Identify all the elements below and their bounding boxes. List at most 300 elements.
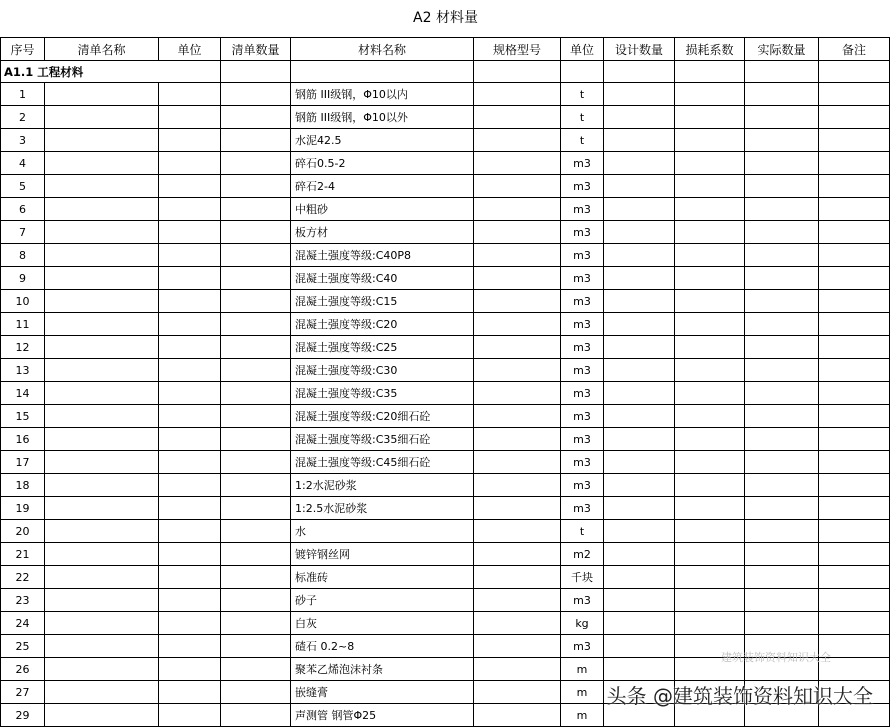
table-cell <box>675 313 745 336</box>
table-cell <box>159 152 221 175</box>
table-cell <box>45 543 159 566</box>
table-cell <box>675 566 745 589</box>
material-unit: m3 <box>561 336 604 359</box>
table-cell <box>604 635 675 658</box>
table-cell <box>604 244 675 267</box>
material-name: 混凝土强度等级:C35 <box>291 382 474 405</box>
table-cell <box>159 405 221 428</box>
row-number: 14 <box>1 382 45 405</box>
table-cell <box>675 83 745 106</box>
table-cell <box>159 359 221 382</box>
material-table <box>0 37 890 727</box>
table-cell <box>675 359 745 382</box>
table-row <box>1 405 890 428</box>
sheet-title: A2 材料量 <box>413 10 478 26</box>
material-name: 混凝土强度等级:C25 <box>291 336 474 359</box>
table-cell <box>221 520 291 543</box>
table-cell <box>45 704 159 727</box>
table-cell <box>819 497 890 520</box>
table-cell <box>675 543 745 566</box>
table-cell <box>291 61 474 83</box>
table-cell <box>819 267 890 290</box>
table-cell <box>745 543 819 566</box>
material-unit: m3 <box>561 635 604 658</box>
material-unit: t <box>561 129 604 152</box>
row-number: 12 <box>1 336 45 359</box>
table-cell <box>221 359 291 382</box>
row-number: 19 <box>1 497 45 520</box>
watermark-faint: 建筑装饰资料知识大全 <box>721 651 831 664</box>
material-name: 混凝土强度等级:C45细石砼 <box>291 451 474 474</box>
table-cell <box>819 336 890 359</box>
table-cell <box>45 83 159 106</box>
table-row <box>1 382 890 405</box>
table-cell <box>221 290 291 313</box>
table-cell <box>221 198 291 221</box>
row-number: 18 <box>1 474 45 497</box>
row-number: 4 <box>1 152 45 175</box>
material-unit: m3 <box>561 198 604 221</box>
table-cell <box>474 635 561 658</box>
material-unit: m3 <box>561 428 604 451</box>
table-cell <box>604 336 675 359</box>
table-cell <box>745 428 819 451</box>
table-cell <box>604 589 675 612</box>
table-cell <box>675 106 745 129</box>
material-name: 钢筋 III级钢，Φ10以外 <box>291 106 474 129</box>
table-cell <box>474 198 561 221</box>
row-number: 26 <box>1 658 45 681</box>
table-cell <box>745 382 819 405</box>
material-unit: t <box>561 83 604 106</box>
table-cell <box>159 129 221 152</box>
table-cell <box>45 198 159 221</box>
table-cell <box>604 658 675 681</box>
row-number: 15 <box>1 405 45 428</box>
table-cell <box>819 61 890 83</box>
table-cell <box>221 129 291 152</box>
table-cell <box>474 61 561 83</box>
watermark: 头条 @建筑装饰资料知识大全 <box>606 684 873 708</box>
table-cell <box>819 474 890 497</box>
row-number: 9 <box>1 267 45 290</box>
table-cell <box>745 267 819 290</box>
table-cell <box>745 198 819 221</box>
header-design-qty: 设计数量 <box>604 38 675 61</box>
material-unit: 千块 <box>561 566 604 589</box>
table-cell <box>159 589 221 612</box>
table-cell <box>45 267 159 290</box>
table-cell <box>159 520 221 543</box>
material-name: 混凝土强度等级:C35细石砼 <box>291 428 474 451</box>
table-cell <box>819 359 890 382</box>
header-remark: 备注 <box>819 38 890 61</box>
material-name: 聚苯乙烯泡沫衬条 <box>291 658 474 681</box>
row-number: 21 <box>1 543 45 566</box>
table-cell <box>159 704 221 727</box>
table-cell <box>45 290 159 313</box>
table-cell <box>561 61 604 83</box>
table-cell <box>745 61 819 83</box>
table-cell <box>604 428 675 451</box>
table-cell <box>604 106 675 129</box>
material-unit: m3 <box>561 244 604 267</box>
row-number: 2 <box>1 106 45 129</box>
table-cell <box>221 704 291 727</box>
table-cell <box>221 152 291 175</box>
table-cell <box>675 175 745 198</box>
table-cell <box>221 658 291 681</box>
table-cell <box>604 290 675 313</box>
table-cell <box>675 497 745 520</box>
table-cell <box>675 520 745 543</box>
table-cell <box>474 106 561 129</box>
table-cell <box>45 520 159 543</box>
material-unit: m3 <box>561 290 604 313</box>
table-row <box>1 520 890 543</box>
table-cell <box>745 83 819 106</box>
table-cell <box>45 681 159 704</box>
material-unit: m3 <box>561 474 604 497</box>
table-cell <box>604 382 675 405</box>
table-cell <box>159 290 221 313</box>
material-name: 嵌缝膏 <box>291 681 474 704</box>
table-cell <box>45 175 159 198</box>
material-name: 1:2.5水泥砂浆 <box>291 497 474 520</box>
table-cell <box>745 405 819 428</box>
header-actual-qty: 实际数量 <box>745 38 819 61</box>
table-cell <box>604 267 675 290</box>
table-cell <box>45 313 159 336</box>
table-cell <box>221 566 291 589</box>
table-cell <box>819 83 890 106</box>
material-name: 砂子 <box>291 589 474 612</box>
table-cell <box>474 267 561 290</box>
material-unit: m <box>561 658 604 681</box>
table-cell <box>474 612 561 635</box>
table-row <box>1 175 890 198</box>
row-number: 5 <box>1 175 45 198</box>
table-cell <box>45 635 159 658</box>
table-cell <box>604 451 675 474</box>
table-cell <box>745 497 819 520</box>
material-name: 混凝土强度等级:C20 <box>291 313 474 336</box>
material-name: 碎石0.5-2 <box>291 152 474 175</box>
row-number: 7 <box>1 221 45 244</box>
table-cell <box>745 106 819 129</box>
table-cell <box>159 198 221 221</box>
table-cell <box>819 520 890 543</box>
table-cell <box>819 152 890 175</box>
table-cell <box>819 382 890 405</box>
table-cell <box>675 474 745 497</box>
material-unit: m3 <box>561 497 604 520</box>
material-unit: m3 <box>561 221 604 244</box>
material-name: 混凝土强度等级:C15 <box>291 290 474 313</box>
table-row <box>1 543 890 566</box>
table-cell <box>675 244 745 267</box>
table-cell <box>604 83 675 106</box>
material-unit: m3 <box>561 313 604 336</box>
table-cell <box>604 497 675 520</box>
table-cell <box>474 497 561 520</box>
table-cell <box>675 198 745 221</box>
table-cell <box>745 244 819 267</box>
table-cell <box>45 474 159 497</box>
row-number: 6 <box>1 198 45 221</box>
table-cell <box>221 106 291 129</box>
table-cell <box>819 313 890 336</box>
header-seq: 序号 <box>1 38 45 61</box>
table-cell <box>745 612 819 635</box>
row-number: 11 <box>1 313 45 336</box>
table-row <box>1 359 890 382</box>
table-cell <box>474 382 561 405</box>
table-cell <box>819 175 890 198</box>
table-cell <box>45 382 159 405</box>
table-cell <box>159 612 221 635</box>
table-cell <box>675 612 745 635</box>
table-cell <box>675 290 745 313</box>
table-cell <box>221 612 291 635</box>
table-cell <box>474 520 561 543</box>
table-cell <box>745 336 819 359</box>
table-cell <box>474 359 561 382</box>
material-unit: m <box>561 681 604 704</box>
table-cell <box>474 313 561 336</box>
table-cell <box>675 221 745 244</box>
row-number: 20 <box>1 520 45 543</box>
table-cell <box>745 451 819 474</box>
table-row <box>1 106 890 129</box>
row-number: 10 <box>1 290 45 313</box>
header-material-name: 材料名称 <box>291 38 474 61</box>
table-cell <box>604 612 675 635</box>
table-cell <box>474 474 561 497</box>
material-unit: m3 <box>561 405 604 428</box>
section-row <box>1 61 890 83</box>
table-cell <box>221 497 291 520</box>
material-name: 水泥42.5 <box>291 129 474 152</box>
table-cell <box>819 589 890 612</box>
material-name: 碎石2-4 <box>291 175 474 198</box>
table-cell <box>474 566 561 589</box>
table-cell <box>474 244 561 267</box>
table-cell <box>221 451 291 474</box>
material-unit: m <box>561 704 604 727</box>
table-cell <box>221 83 291 106</box>
table-cell <box>159 106 221 129</box>
material-name: 板方材 <box>291 221 474 244</box>
table-cell <box>45 106 159 129</box>
table-cell <box>745 290 819 313</box>
table-cell <box>604 221 675 244</box>
table-row <box>1 313 890 336</box>
table-row <box>1 474 890 497</box>
row-number: 29 <box>1 704 45 727</box>
table-row <box>1 451 890 474</box>
table-cell <box>474 405 561 428</box>
table-cell <box>221 428 291 451</box>
table-cell <box>221 589 291 612</box>
table-cell <box>675 589 745 612</box>
table-cell <box>604 566 675 589</box>
row-number: 3 <box>1 129 45 152</box>
table-row <box>1 221 890 244</box>
table-cell <box>221 61 291 83</box>
table-cell <box>745 359 819 382</box>
table-cell <box>474 589 561 612</box>
material-name: 水 <box>291 520 474 543</box>
table-cell <box>745 474 819 497</box>
table-cell <box>45 336 159 359</box>
material-unit: t <box>561 520 604 543</box>
table-cell <box>474 129 561 152</box>
table-cell <box>221 221 291 244</box>
table-cell <box>474 290 561 313</box>
table-cell <box>474 83 561 106</box>
table-cell <box>221 313 291 336</box>
table-cell <box>45 428 159 451</box>
table-cell <box>159 83 221 106</box>
table-cell <box>159 175 221 198</box>
table-cell <box>604 129 675 152</box>
table-cell <box>819 428 890 451</box>
table-cell <box>675 129 745 152</box>
material-name: 混凝土强度等级:C40P8 <box>291 244 474 267</box>
table-cell <box>159 221 221 244</box>
table-cell <box>675 382 745 405</box>
table-cell <box>745 129 819 152</box>
material-name: 标准砖 <box>291 566 474 589</box>
material-unit: m3 <box>561 267 604 290</box>
material-name: 1:2水泥砂浆 <box>291 474 474 497</box>
material-unit: m3 <box>561 152 604 175</box>
header-unit: 单位 <box>561 38 604 61</box>
row-number: 24 <box>1 612 45 635</box>
material-name: 镀锌钢丝网 <box>291 543 474 566</box>
table-cell <box>474 704 561 727</box>
table-cell <box>675 152 745 175</box>
header-list-name: 清单名称 <box>45 38 159 61</box>
table-cell <box>675 336 745 359</box>
table-cell <box>221 543 291 566</box>
table-cell <box>45 152 159 175</box>
row-number: 27 <box>1 681 45 704</box>
table-cell <box>474 428 561 451</box>
table-cell <box>745 520 819 543</box>
table-cell <box>45 359 159 382</box>
table-cell <box>604 198 675 221</box>
table-cell <box>474 681 561 704</box>
row-number: 16 <box>1 428 45 451</box>
table-cell <box>221 405 291 428</box>
table-cell <box>45 451 159 474</box>
table-cell <box>745 152 819 175</box>
table-cell <box>675 405 745 428</box>
table-cell <box>45 658 159 681</box>
material-name: 钢筋 III级钢，Φ10以内 <box>291 83 474 106</box>
row-number: 1 <box>1 83 45 106</box>
table-cell <box>221 267 291 290</box>
material-name: 中粗砂 <box>291 198 474 221</box>
table-cell <box>474 152 561 175</box>
material-name: 碴石 0.2~8 <box>291 635 474 658</box>
table-cell <box>474 221 561 244</box>
table-cell <box>819 612 890 635</box>
material-unit: m2 <box>561 543 604 566</box>
table-cell <box>745 589 819 612</box>
table-row <box>1 267 890 290</box>
table-cell <box>221 175 291 198</box>
table-row <box>1 244 890 267</box>
table-cell <box>819 405 890 428</box>
table-row <box>1 566 890 589</box>
table-cell <box>159 543 221 566</box>
table-cell <box>45 589 159 612</box>
table-cell <box>221 336 291 359</box>
table-cell <box>159 681 221 704</box>
table-row <box>1 152 890 175</box>
table-cell <box>745 175 819 198</box>
table-cell <box>675 451 745 474</box>
table-cell <box>675 61 745 83</box>
table-cell <box>604 313 675 336</box>
table-cell <box>819 451 890 474</box>
table-cell <box>159 428 221 451</box>
table-cell <box>221 382 291 405</box>
table-row <box>1 336 890 359</box>
row-number: 8 <box>1 244 45 267</box>
table-cell <box>819 566 890 589</box>
table-cell <box>675 428 745 451</box>
table-cell <box>45 221 159 244</box>
material-unit: m3 <box>561 175 604 198</box>
table-cell <box>159 658 221 681</box>
table-cell <box>819 198 890 221</box>
header-loss-factor: 损耗系数 <box>675 38 745 61</box>
table-cell <box>45 244 159 267</box>
material-unit: m3 <box>561 382 604 405</box>
table-cell <box>159 474 221 497</box>
material-unit: t <box>561 106 604 129</box>
table-cell <box>745 313 819 336</box>
table-cell <box>159 635 221 658</box>
table-cell <box>221 681 291 704</box>
table-row <box>1 83 890 106</box>
table-row <box>1 497 890 520</box>
table-cell <box>604 474 675 497</box>
material-name: 混凝土强度等级:C30 <box>291 359 474 382</box>
table-cell <box>745 221 819 244</box>
table-cell <box>819 129 890 152</box>
table-cell <box>45 497 159 520</box>
header-row <box>1 38 890 61</box>
row-number: 23 <box>1 589 45 612</box>
table-cell <box>604 520 675 543</box>
material-unit: kg <box>561 612 604 635</box>
material-name: 白灰 <box>291 612 474 635</box>
table-cell <box>819 221 890 244</box>
table-cell <box>474 658 561 681</box>
table-cell <box>819 244 890 267</box>
table-row <box>1 129 890 152</box>
table-row <box>1 290 890 313</box>
table-cell <box>604 152 675 175</box>
table-cell <box>675 267 745 290</box>
row-number: 22 <box>1 566 45 589</box>
table-row <box>1 198 890 221</box>
